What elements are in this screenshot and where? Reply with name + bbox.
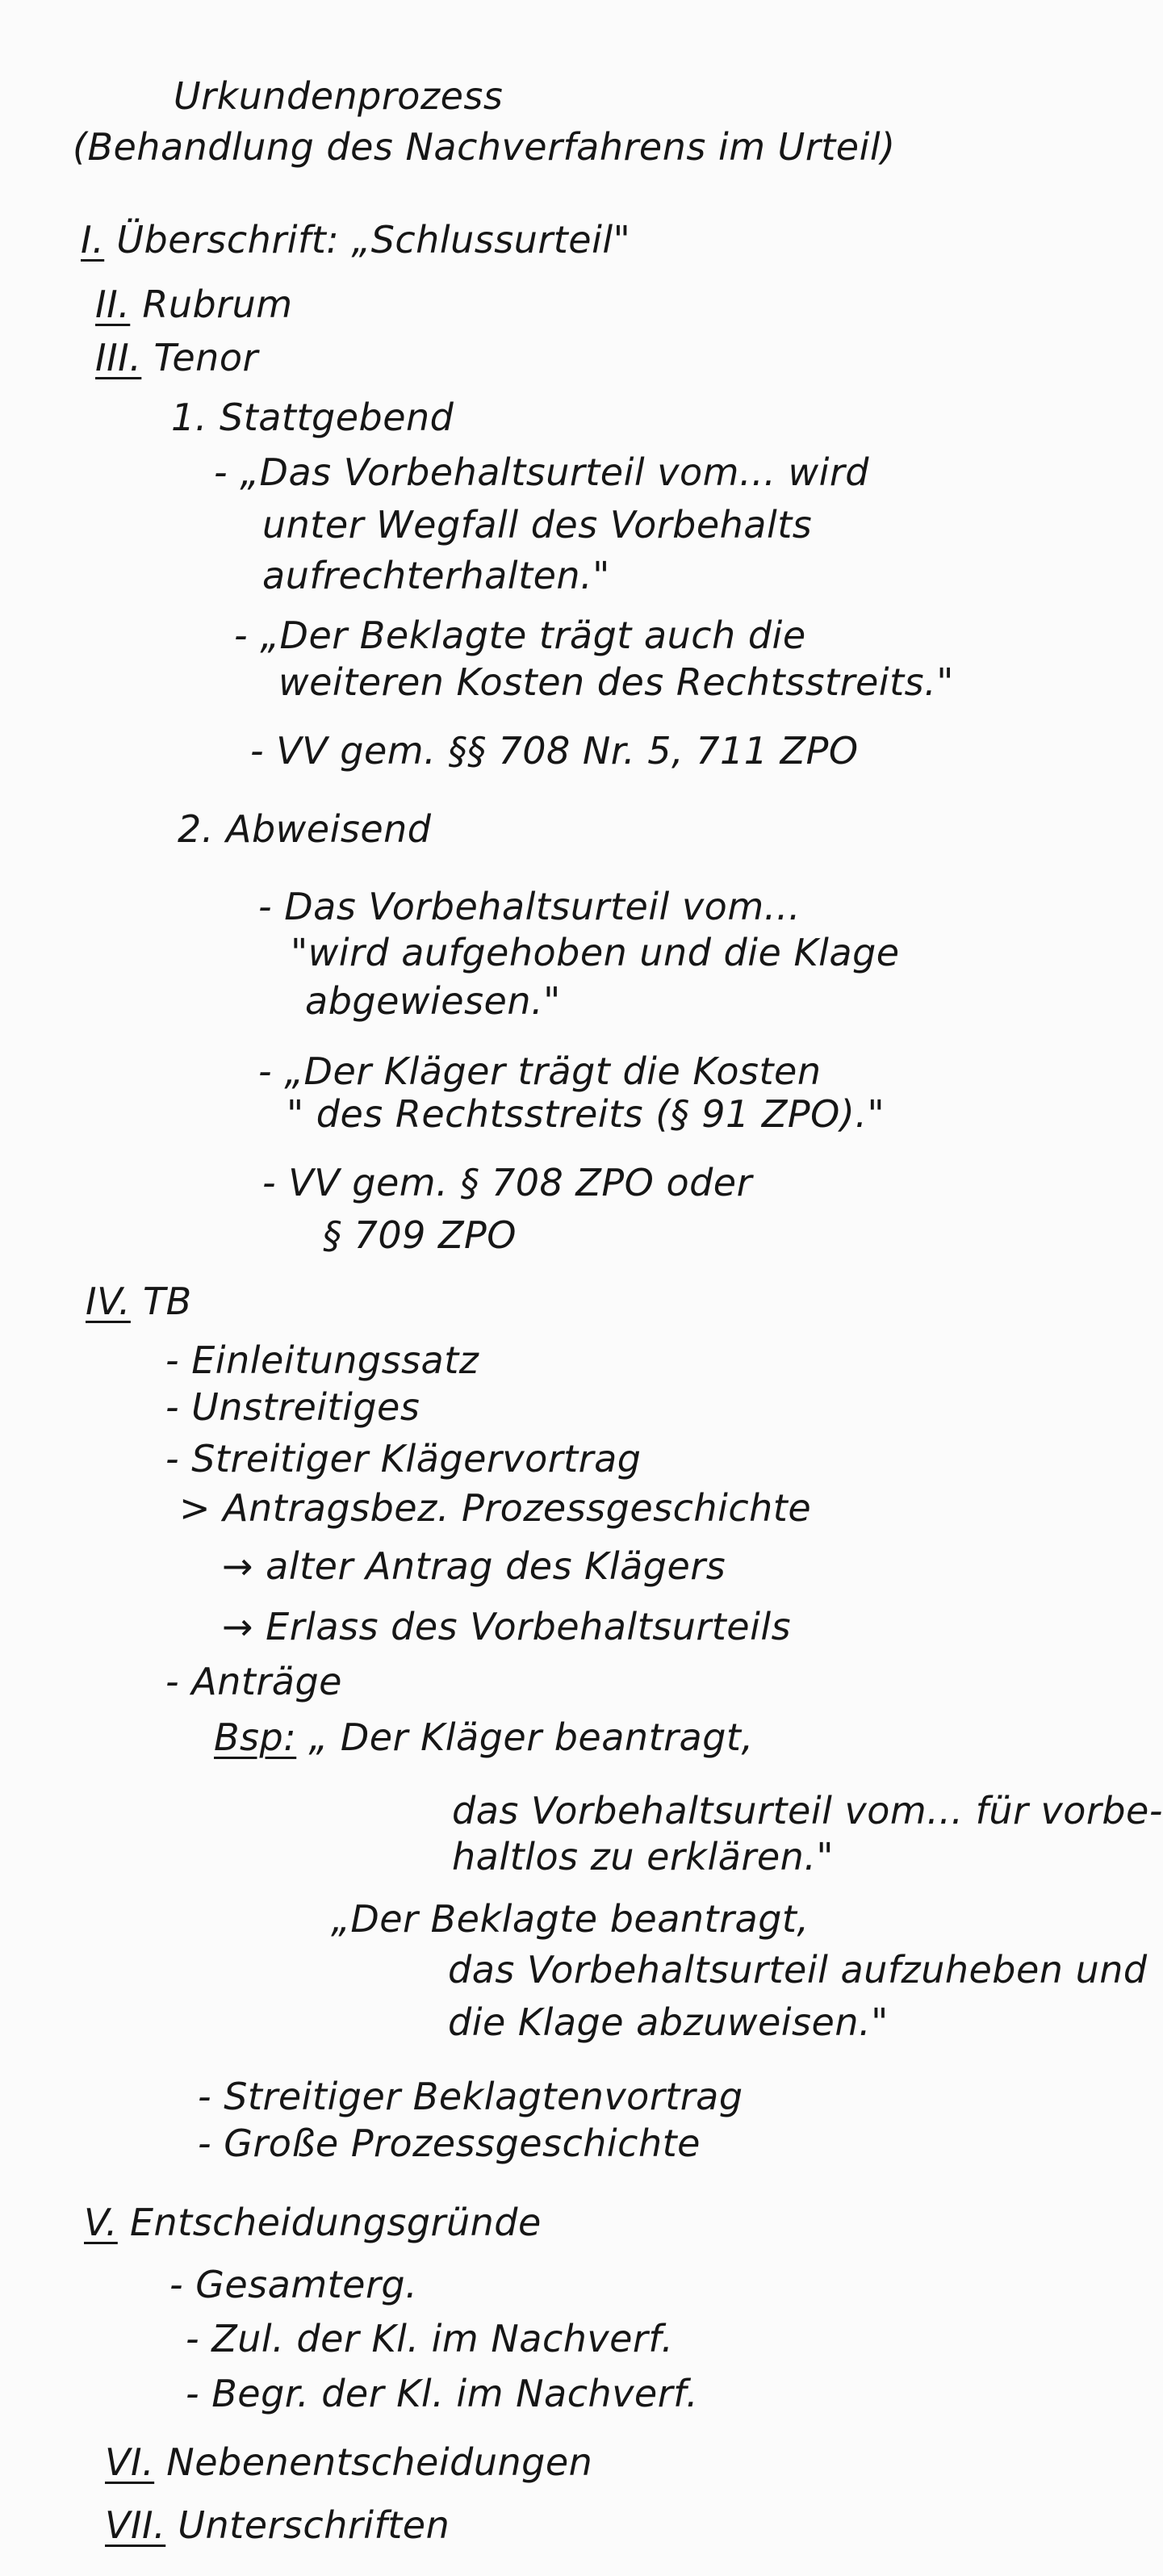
section-number: VI. bbox=[105, 2440, 155, 2484]
note-line: „Der Beklagte beantragt, bbox=[331, 1897, 809, 1941]
section-number: II. bbox=[95, 283, 131, 326]
section-text: Nebenentscheidungen bbox=[166, 2440, 593, 2484]
note-line: - Einleitungssatz bbox=[165, 1338, 479, 1382]
section-5 bbox=[84, 2202, 542, 2243]
note-title: Urkundenprozess bbox=[174, 74, 504, 118]
note-line: - Gesamterg. bbox=[169, 2263, 418, 2306]
note-line: → Erlass des Vorbehaltsurteils bbox=[222, 1605, 792, 1648]
section-text: Überschrift: „Schlussurteil" bbox=[116, 218, 631, 262]
note-line: " des Rechtsstreits (§ 91 ZPO)." bbox=[287, 1092, 885, 1136]
section-3 bbox=[95, 337, 258, 379]
section-number: III. bbox=[95, 336, 142, 379]
note-line: - Große Prozessgeschichte bbox=[198, 2122, 701, 2165]
note-line: "wird aufgehoben und die Klage bbox=[291, 931, 900, 974]
note-line: aufrechterhalten." bbox=[262, 554, 610, 597]
note-line: - Streitiger Klägervortrag bbox=[165, 1437, 642, 1481]
example-tag: Bsp: bbox=[214, 1715, 297, 1759]
section-text: Tenor bbox=[153, 336, 258, 379]
tenor-item-2: 2. Abweisend bbox=[178, 807, 432, 851]
note-line: das Vorbehaltsurteil vom... für vorbe- bbox=[452, 1789, 1163, 1833]
note-line: - VV gem. §§ 708 Nr. 5, 711 ZPO bbox=[250, 729, 859, 773]
note-subtitle: (Behandlung des Nachverfahrens im Urteil) bbox=[73, 125, 896, 169]
section-number: VII. bbox=[105, 2503, 166, 2547]
note-line: - Unstreitiges bbox=[165, 1385, 420, 1429]
note-line: die Klage abzuweisen." bbox=[448, 2000, 889, 2044]
section-7 bbox=[105, 2505, 450, 2546]
note-line: → alter Antrag des Klägers bbox=[222, 1544, 726, 1588]
section-number: V. bbox=[84, 2201, 118, 2244]
section-2 bbox=[95, 284, 293, 325]
note-line: weiteren Kosten des Rechtsstreits." bbox=[278, 660, 954, 704]
note-line: unter Wegfall des Vorbehalts bbox=[262, 503, 813, 547]
section-text: TB bbox=[143, 1280, 192, 1323]
section-4 bbox=[86, 1281, 192, 1322]
note-line: - Zul. der Kl. im Nachverf. bbox=[186, 2317, 674, 2360]
note-line: haltlos zu erklären." bbox=[452, 1835, 835, 1879]
note-line: abgewiesen." bbox=[305, 979, 561, 1023]
example-label bbox=[214, 1717, 754, 1758]
section-text: Rubrum bbox=[142, 283, 293, 326]
section-1 bbox=[81, 220, 630, 261]
section-text: Entscheidungsgründe bbox=[129, 2201, 542, 2244]
note-line: - Begr. der Kl. im Nachverf. bbox=[186, 2372, 699, 2415]
note-line: das Vorbehaltsurteil aufzuheben und bbox=[448, 1948, 1148, 1992]
note-line: - „Das Vorbehaltsurteil vom... wird bbox=[214, 450, 869, 494]
section-number: IV. bbox=[86, 1280, 131, 1323]
note-line: - „Der Kläger trägt die Kosten bbox=[258, 1049, 822, 1093]
note-line: - Anträge bbox=[165, 1660, 342, 1703]
note-line: § 709 ZPO bbox=[323, 1213, 517, 1257]
section-6 bbox=[105, 2442, 592, 2483]
tenor-item-1: 1. Stattgebend bbox=[171, 396, 454, 439]
note-line: > Antragsbez. Prozessgeschichte bbox=[179, 1486, 812, 1530]
example-text: „ Der Kläger beantragt, bbox=[308, 1715, 754, 1759]
note-line: - Streitiger Beklagtenvortrag bbox=[198, 2075, 743, 2118]
note-line: - Das Vorbehaltsurteil vom... bbox=[258, 885, 801, 928]
note-line: - VV gem. § 708 ZPO oder bbox=[262, 1161, 753, 1204]
note-line: - „Der Beklagte trägt auch die bbox=[234, 614, 806, 657]
section-text: Unterschriften bbox=[178, 2503, 450, 2547]
section-number: I. bbox=[81, 218, 105, 262]
